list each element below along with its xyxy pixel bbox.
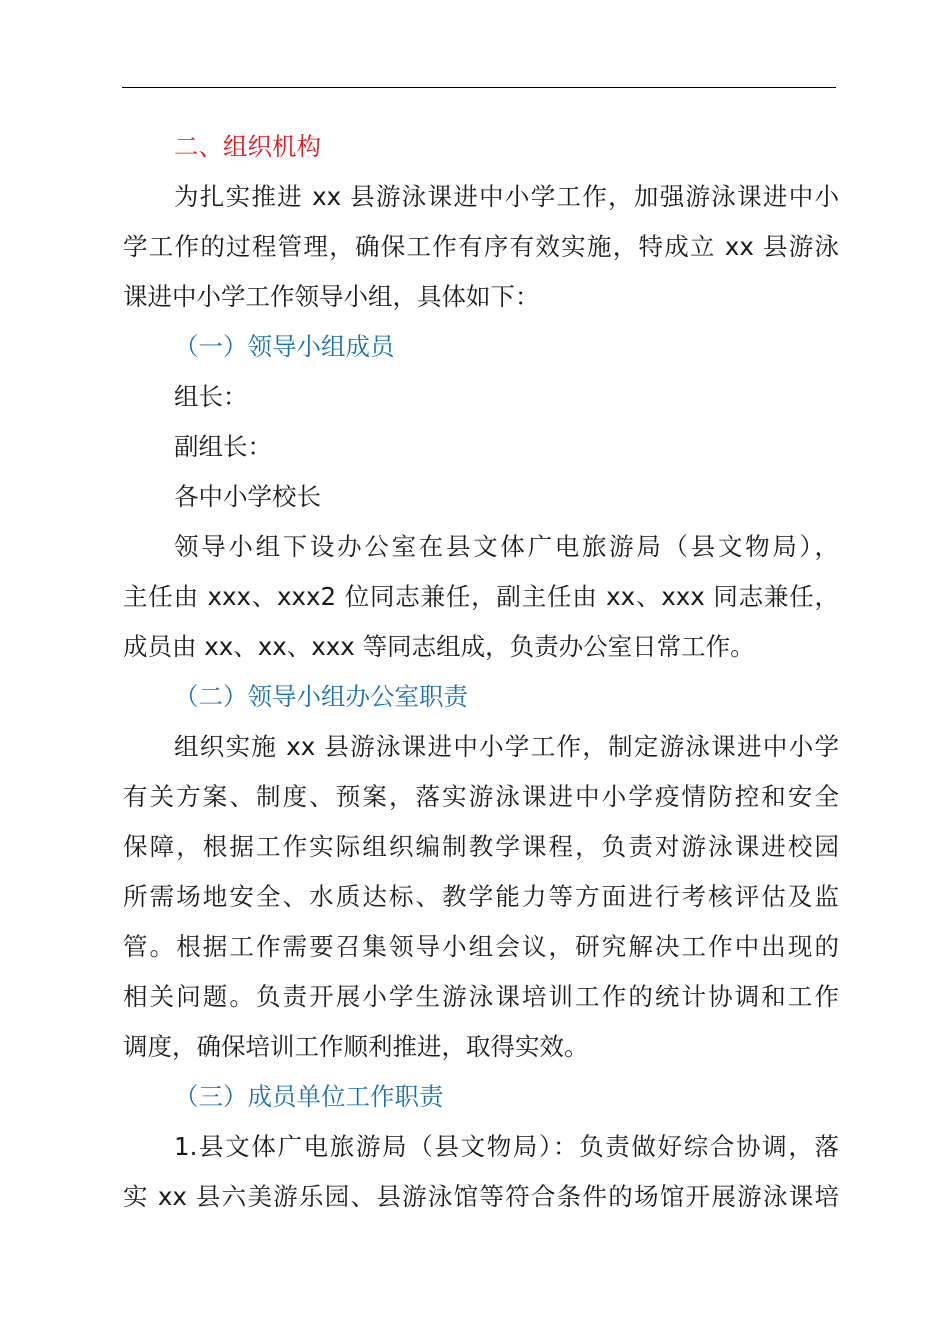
leader-field: 组长： [174, 382, 248, 411]
office-line: 主任由 xxx、xxx2 位同志兼任，副主任由 xx、xxx 同志兼任， [123, 582, 839, 611]
subsection-heading-3: （三）成员单位工作职责 [174, 1082, 444, 1111]
subsection-heading-2: （二）领导小组办公室职责 [174, 682, 468, 711]
intro-line: 为扎实推进 xx 县游泳课进中小学工作，加强游泳课进中小 [174, 182, 839, 211]
unit-duty-line: 实 xx 县六美游乐园、县游泳馆等符合条件的场馆开展游泳课培 [123, 1182, 839, 1211]
document-body [123, 122, 839, 1222]
header-rule [122, 87, 836, 88]
section-heading: 二、组织机构 [174, 132, 321, 161]
duty-line: 所需场地安全、水质达标、教学能力等方面进行考核评估及监 [123, 882, 839, 911]
intro-line: 课进中小学工作领导小组，具体如下： [123, 282, 540, 311]
duty-line: 有关方案、制度、预案，落实游泳课进中小学疫情防控和安全 [123, 782, 839, 811]
subsection-heading-1: （一）领导小组成员 [174, 332, 395, 361]
deputy-leader-field: 副组长： [174, 432, 272, 461]
duty-line: 相关问题。负责开展小学生游泳课培训工作的统计协调和工作 [123, 982, 839, 1011]
intro-line: 学工作的过程管理，确保工作有序有效实施，特成立 xx 县游泳 [123, 232, 839, 261]
duty-line: 组织实施 xx 县游泳课进中小学工作，制定游泳课进中小学 [174, 732, 839, 761]
office-line: 成员由 xx、xx、xxx 等同志组成，负责办公室日常工作。 [123, 632, 755, 661]
duty-line: 保障，根据工作实际组织编制教学课程，负责对游泳课进校园 [123, 832, 839, 861]
members-field: 各中小学校长 [174, 482, 321, 511]
duty-line: 调度，确保培训工作顺利推进，取得实效。 [123, 1032, 589, 1061]
office-line: 领导小组下设办公室在县文体广电旅游局（县文物局）， [174, 532, 839, 561]
unit-duty-line: 1.县文体广电旅游局（县文物局）：负责做好综合协调，落 [174, 1132, 839, 1161]
duty-line: 管。根据工作需要召集领导小组会议，研究解决工作中出现的 [123, 932, 839, 961]
